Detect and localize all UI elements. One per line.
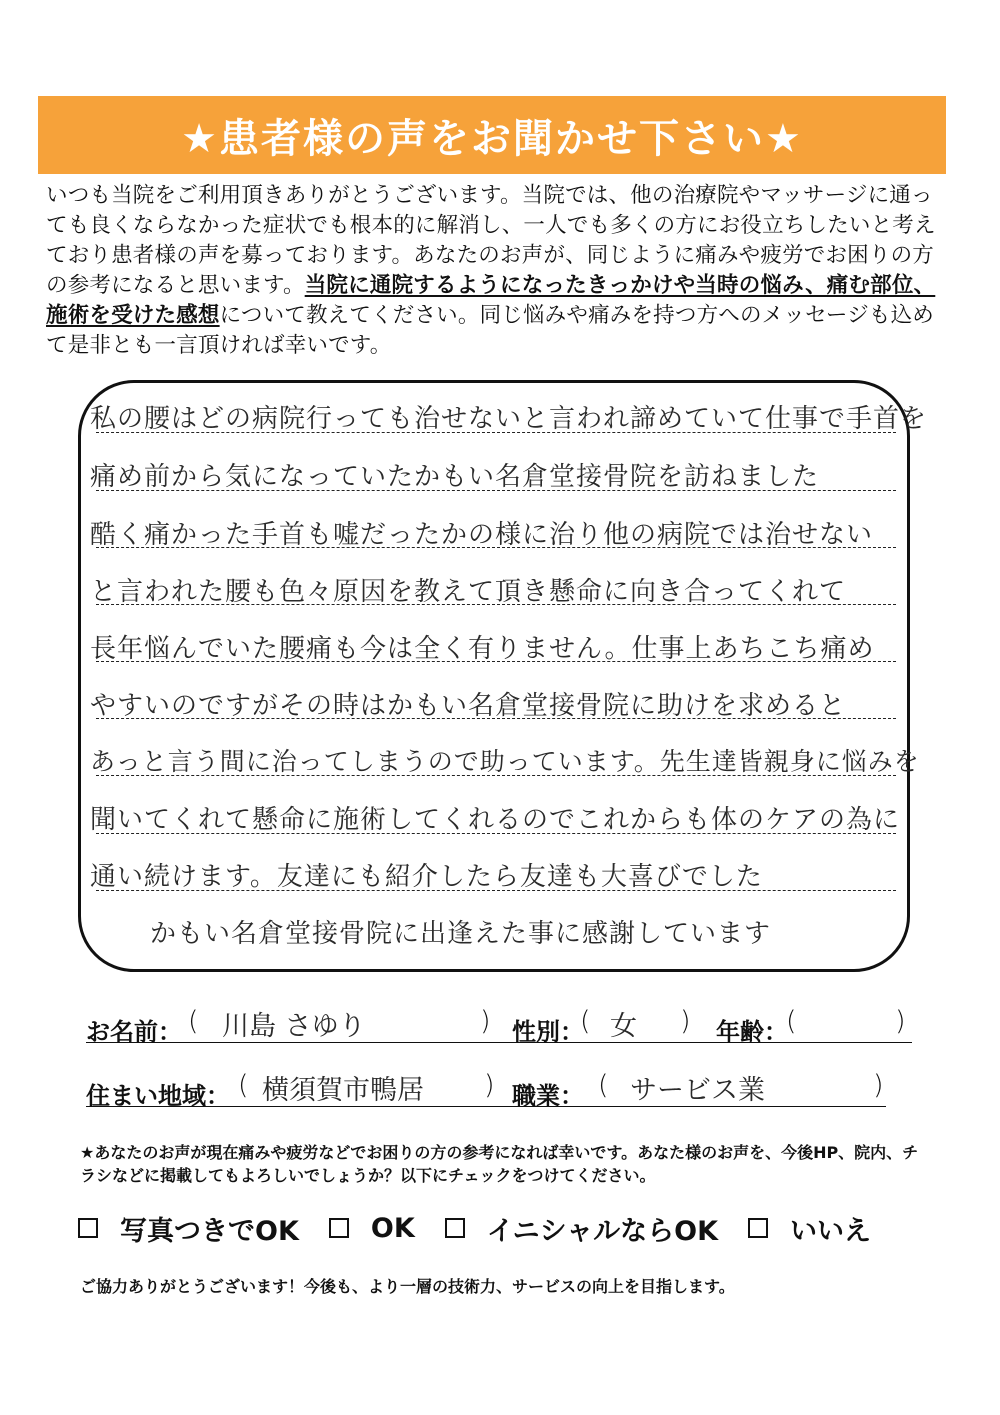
intro-emphasis: 当院に通院するようになったきっかけや当時の悩み、痛む部位、施術を受けた感想 [46, 273, 936, 328]
paren-open: ( [188, 1006, 199, 1037]
area-label: 住まい地域： [86, 1082, 230, 1110]
paren-close: ) [873, 1070, 884, 1101]
gender-label: 性別： [512, 1018, 584, 1046]
option-label: 写真つきでOK [120, 1215, 299, 1247]
checkbox[interactable] [445, 1218, 465, 1238]
checkbox[interactable] [748, 1218, 768, 1238]
paren-close: ) [484, 1070, 495, 1101]
option-ok[interactable] [329, 1213, 415, 1244]
page-title: ★患者様の声をお聞かせ下さい★ [181, 115, 803, 162]
name-value[interactable]: 川島 さゆり [222, 1011, 366, 1042]
handwriting-line: と言われた腰も色々原因を教えて頂き懸命に向き合ってくれて [90, 577, 847, 607]
checkbox[interactable] [78, 1218, 98, 1238]
form-underline [86, 1106, 886, 1107]
paren-close: ) [480, 1006, 491, 1037]
option-photo-ok[interactable] [78, 1209, 299, 1248]
handwriting-line: かもい名倉堂接骨院に出逢えた事に感謝しています [150, 919, 772, 949]
handwriting-line: 聞いてくれて懸命に施術してくれるのでこれからも体のケアの為に [90, 805, 901, 835]
option-initial-ok[interactable] [445, 1209, 718, 1248]
handwriting-line: 長年悩んでいた腰痛も今は全く有りません。仕事上あちこち痛め [90, 634, 875, 664]
intro-part1: いつも当院をご利用頂きありがとうございます。当院では、他の治療院やマッサージに通っても良くならなかった症状でも根本的に解消し、一人でも多くの方にお役立ちしたいと考えており患者様の声を募っております。あなたのお声が、同じように痛みや疲労でお困りの方の参考になると思います。 [46, 183, 936, 298]
form-underline [86, 1042, 912, 1043]
paren-open: ( [786, 1006, 797, 1037]
paren-close: ) [895, 1006, 906, 1037]
option-no[interactable] [748, 1209, 871, 1248]
paren-open: ( [238, 1070, 249, 1101]
job-label: 職業： [512, 1082, 584, 1110]
handwriting-line: 通い続けます。友達にも紹介したら友達も大喜びでした [90, 862, 763, 892]
handwriting-line: 痛め前から気になっていたかもい名倉堂接骨院を訪ねました [90, 462, 820, 492]
consent-note: ★あなたのお声が現在痛みや疲労などでお困りの方の参考になれば幸いです。あなた様のお声を、今後HP、院内、チラシなどに掲載してもよろしいでしょうか？以下にチェックをつけてください。 [80, 1143, 919, 1185]
intro-part2: について教えてください。同じ悩みや痛みを持つ方へのメッセージも込めて是非とも一言頂ければ幸いです。 [46, 303, 934, 358]
paren-open: ( [580, 1006, 591, 1037]
handwriting-line: やすいのですがその時はかもい名倉堂接骨院に助けを求めると [90, 691, 847, 721]
consent-options [78, 1208, 901, 1248]
paren-open: ( [598, 1070, 609, 1101]
area-value[interactable]: 横須賀市鴨居 [262, 1075, 424, 1106]
checkbox[interactable] [329, 1218, 349, 1238]
age-label: 年齢： [716, 1018, 788, 1046]
option-label: OK [370, 1212, 415, 1244]
name-label: お名前： [86, 1018, 182, 1046]
option-label: イニシャルならOK [486, 1215, 719, 1247]
paren-close: ) [680, 1006, 691, 1037]
handwriting-line: 酷く痛かった手首も嘘だったかの様に治り他の病院では治せない [90, 520, 874, 550]
handwriting-line: 私の腰はどの病院行っても治せないと言われ諦めていて仕事で手首を [90, 404, 928, 434]
option-label: いいえ [790, 1215, 872, 1247]
handwriting-line: あっと言う間に治ってしまうので助っています。先生達皆親身に悩みを [90, 747, 920, 776]
closing-message: ご協力ありがとうございます！今後も、より一層の技術力、サービスの向上を目指します。 [80, 1277, 735, 1296]
job-value[interactable]: サービス業 [630, 1075, 765, 1106]
intro-text [46, 181, 951, 361]
header-band [38, 96, 946, 174]
gender-value[interactable]: 女 [610, 1011, 637, 1042]
